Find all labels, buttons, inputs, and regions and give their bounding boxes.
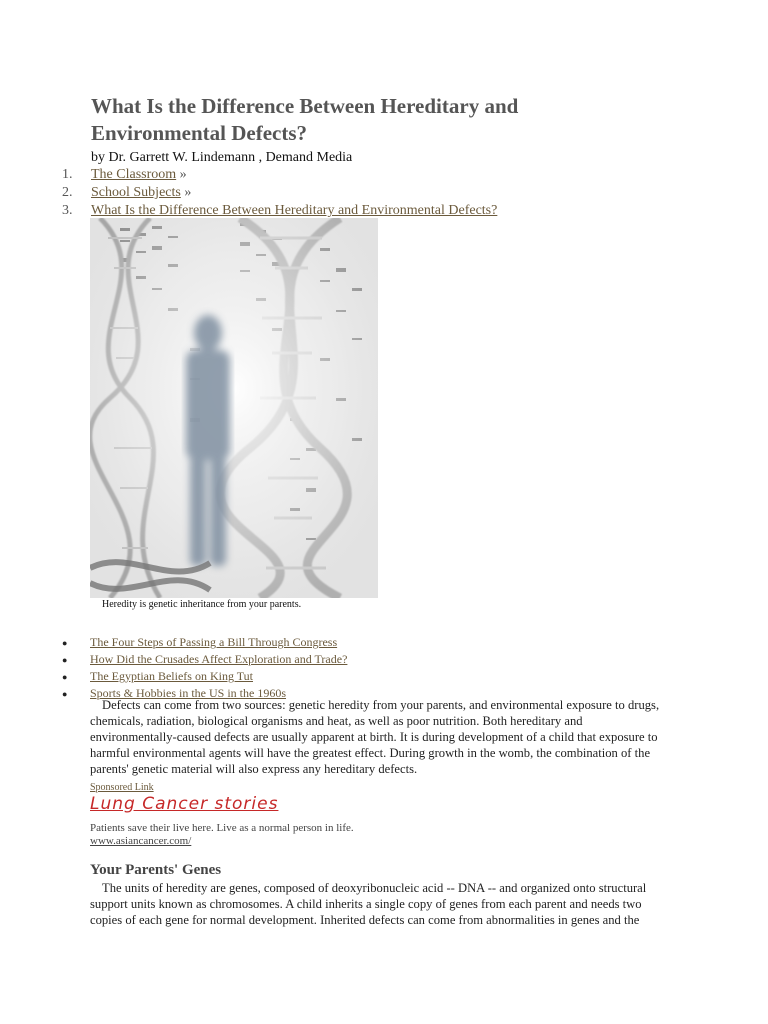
page-title: What Is the Difference Between Hereditary and Environmental Defects? bbox=[91, 94, 519, 145]
related-link[interactable]: The Egyptian Beliefs on King Tut bbox=[90, 669, 253, 683]
related-link[interactable]: How Did the Crusades Affect Exploration and Trade? bbox=[90, 652, 348, 666]
body-paragraph-text: Defects can come from two sources: genetic heredity from your parents, and environmental exposure to drugs, chemicals, radiation, biological organisms and heat, as well as poor nutrition. Both hereditary and environmentally-caused defects are usually apparent at birth. It is during development of a child that exposure to harmful environmental agents will have the greatest effect. During growth in the womb, the combination of the parents' genetic material will also express any hereditary defects. bbox=[90, 698, 660, 776]
related-link[interactable]: Sports & Hobbies in the US in the 1960s bbox=[90, 686, 287, 700]
breadcrumb-separator: » bbox=[180, 185, 192, 200]
ad-description: Patients save their live here. Live as a normal person in life. bbox=[90, 822, 354, 834]
sponsored-label[interactable]: Sponsored Link bbox=[90, 782, 154, 793]
image-caption: Heredity is genetic inheritance from your parents. bbox=[102, 599, 302, 610]
breadcrumb-item bbox=[62, 166, 497, 184]
ad-url-link[interactable]: www.asiancancer.com/ bbox=[90, 835, 192, 847]
list-item bbox=[62, 651, 347, 668]
breadcrumb bbox=[62, 166, 497, 220]
ad-title-link[interactable]: Lung Cancer stories bbox=[90, 794, 279, 814]
list-item bbox=[62, 668, 347, 685]
breadcrumb-number: 1. bbox=[62, 167, 73, 182]
body-paragraph bbox=[90, 697, 670, 777]
breadcrumb-separator: » bbox=[176, 167, 187, 182]
related-link[interactable]: The Four Steps of Passing a Bill Through Congress bbox=[90, 635, 338, 649]
dna-article-image bbox=[90, 218, 378, 598]
breadcrumb-number: 3. bbox=[62, 203, 73, 218]
section-heading: Your Parents' Genes bbox=[90, 862, 222, 878]
breadcrumb-link-classroom[interactable]: The Classroom bbox=[91, 167, 177, 182]
breadcrumb-link-school-subjects[interactable]: School Subjects bbox=[91, 185, 181, 200]
breadcrumb-item bbox=[62, 184, 497, 202]
byline: by Dr. Garrett W. Lindemann , Demand Media bbox=[91, 150, 353, 165]
bullet-icon: ● bbox=[62, 638, 68, 648]
section-paragraph bbox=[90, 880, 670, 928]
bullet-icon: ● bbox=[62, 672, 68, 682]
breadcrumb-number: 2. bbox=[62, 185, 73, 200]
bullet-icon: ● bbox=[62, 655, 68, 665]
breadcrumb-link-current-article[interactable]: What Is the Difference Between Hereditary and Environmental Defects? bbox=[91, 203, 498, 218]
list-item bbox=[62, 634, 347, 651]
related-links-list bbox=[62, 634, 347, 702]
bullet-icon: ● bbox=[62, 689, 68, 699]
section-paragraph-text: The units of heredity are genes, composed of deoxyribonucleic acid -- DNA -- and organized onto structural support units known as chromosomes. A child inherits a single copy of genes from each parent and needs two copies of each gene for normal development. Inherited defects can come from abnormalities in genes and the bbox=[90, 881, 647, 927]
